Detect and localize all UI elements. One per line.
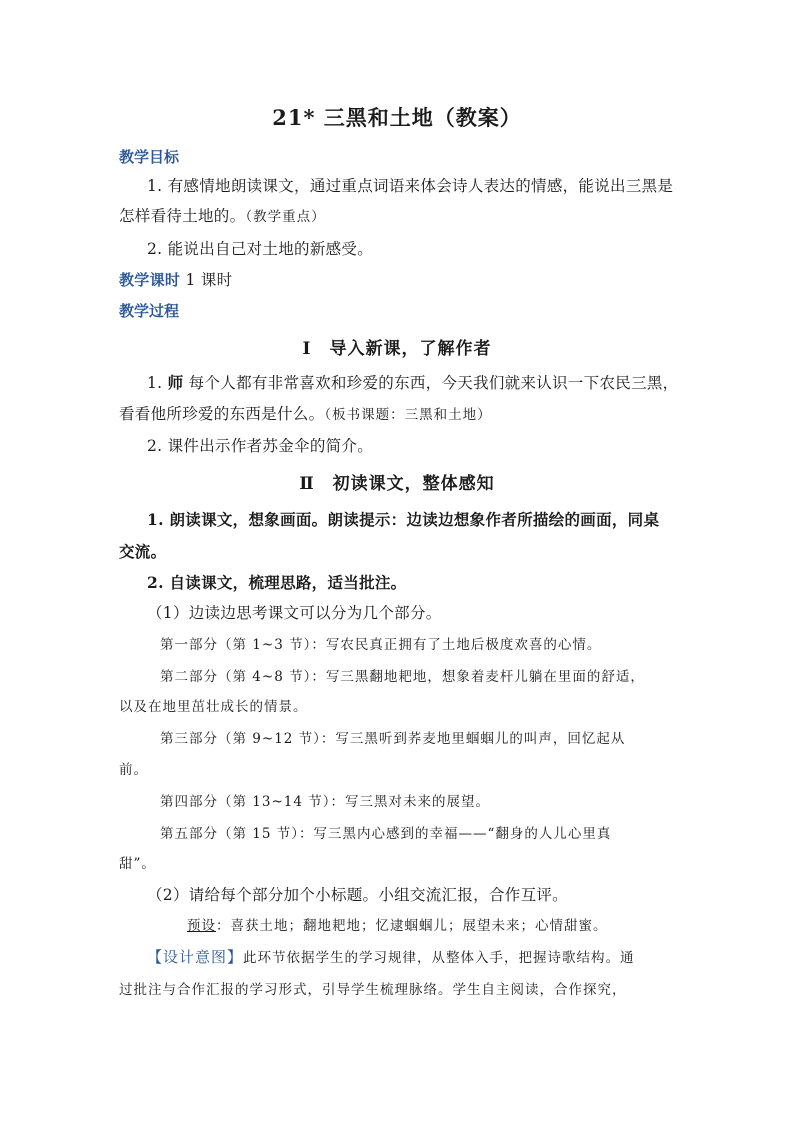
hours-label: 教学课时 xyxy=(119,271,181,289)
hours-value: 1 课时 xyxy=(185,271,233,289)
section-2-item-1-line-2: 交流。 xyxy=(119,542,167,561)
part-5-line-2: 甜”。 xyxy=(119,856,156,872)
section-2-item-1-line-1: 1. 朗读课文，想象画面。朗读提示：边读边想象作者所描绘的画面，同桌 xyxy=(147,510,660,529)
objective-1-line-2 xyxy=(119,204,326,226)
objective-2: 2. 能说出自己对土地的新感受。 xyxy=(147,240,374,258)
section-1-item-2: 2. 课件出示作者苏金伞的简介。 xyxy=(147,437,374,455)
design-intent-text: 此环节依据学生的学习规律，从整体入手，把握诗歌结构。通 xyxy=(243,950,635,966)
objective-1-text: 怎样看待土地的。 xyxy=(119,207,246,225)
teaching-hours xyxy=(119,268,232,290)
design-intent-label: 【设计意图】 xyxy=(147,948,244,966)
part-3-line-2: 前。 xyxy=(119,762,148,778)
sub-question-1: （1）边读边思考课文可以分为几个部分。 xyxy=(147,604,442,622)
section-1-item-1-line-1 xyxy=(147,371,678,393)
design-intent-line-1 xyxy=(147,946,635,967)
board-note: （板书课题：三黑和土地） xyxy=(324,407,492,423)
design-intent-line-2: 过批注与合作汇报的学习形式，引导学生梳理脉络。学生自主阅读，合作探究， xyxy=(119,982,627,998)
speaker-label: 师 xyxy=(167,373,184,392)
part-1: 第一部分（第 1~3 节）：写农民真正拥有了土地后极度欢喜的心情。 xyxy=(160,637,602,653)
part-4: 第四部分（第 13~14 节）：写三黑对未来的展望。 xyxy=(160,794,490,810)
objectives-heading: 教学目标 xyxy=(119,148,180,166)
item-number: 1. xyxy=(147,374,168,392)
item-text: 看看他所珍爱的东西是什么。 xyxy=(119,405,325,423)
part-5-line-1: 第五部分（第 15 节）：写三黑内心感到的幸福——“翻身的人儿心里真 xyxy=(160,826,612,842)
part-2-line-1: 第二部分（第 4~8 节）：写三黑翻地耙地，想象着麦杆儿躺在里面的舒适， xyxy=(160,669,645,685)
part-2-line-2: 以及在地里茁壮成长的情景。 xyxy=(119,699,308,715)
item-text: 每个人都有非常喜欢和珍爱的东西，今天我们就来认识一下农民三黑， xyxy=(183,374,679,392)
preset-answer xyxy=(187,914,608,934)
section-1-title: Ⅰ 导入新课，了解作者 xyxy=(302,339,492,359)
section-2-item-2: 2. 自读课文，梳理思路，适当批注。 xyxy=(147,573,407,592)
section-2-title: Ⅱ 初读课文，整体感知 xyxy=(299,474,495,494)
process-heading: 教学过程 xyxy=(119,302,180,320)
objective-1-line-1: 1. 有感情地朗读课文，通过重点词语来体会诗人表达的情感，能说出三黑是 xyxy=(147,177,674,195)
page-title: 21* 三黑和土地（教案） xyxy=(272,105,522,130)
section-1-item-1-line-2 xyxy=(119,402,492,424)
sub-question-2: （2）请给每个部分加个小标题。小组交流汇报，合作互评。 xyxy=(147,886,568,904)
key-point-note: （教学重点） xyxy=(245,209,326,225)
preset-label: 预设 xyxy=(187,918,216,934)
preset-text: ：喜获土地；翻地耙地；忆逮蝈蝈儿；展望未来；心情甜蜜。 xyxy=(216,918,608,934)
part-3-line-1: 第三部分（第 9~12 节）：写三黑听到荞麦地里蝈蝈儿的叫声，回忆起从 xyxy=(160,731,626,747)
